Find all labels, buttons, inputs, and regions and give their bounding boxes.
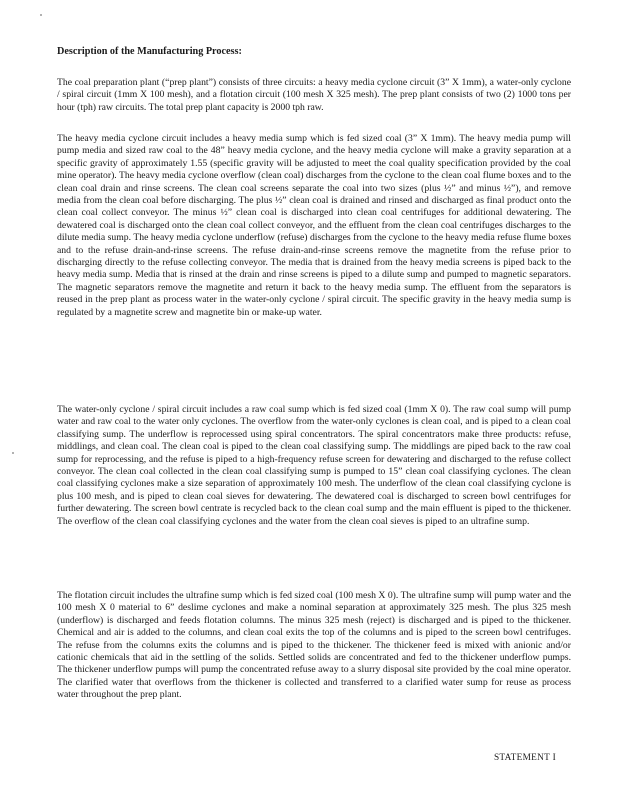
paragraph-overview: The coal preparation plant (“prep plant”) consists of three circuits: a heavy media cyclone circuit (3” X 1mm), a water-only cyclone / spiral circuit (1mm X 100 mesh), and a flotation circuit (100 mesh X 325 mesh). The prep plant consists of two (2) 1000 tons per hour (tph) raw circuits. The total prep plant capacity is 2000 tph raw. [57,77,571,113]
scan-speck [40,14,42,16]
paragraph-water-only-spiral-circuit: The water-only cyclone / spiral circuit includes a raw coal sump which is fed sized coal (1mm X 0). The raw coal sump will pump water and raw coal to the water only cyclones. The overflow from the water-only cyclones is clean coal, and is piped to a clean coal classifying sump. The underflow is reprocessed using spiral concentrators. The spiral concentrators make three products: refuse, middlings, and clean coal. The clean coal is piped to the clean coal classifying sump. The middlings are piped back to the raw coal sump for reprocessing, and the refuse is piped to a high-frequency refuse screen for dewatering and discharged to the refuse collect conveyor. The clean coal collected in the clean coal classifying sump is pumped to 15” clean coal classifying cyclones. The clean coal classifying cyclones make a size separation of approximately 100 mesh. The underflow of the clean coal classifying cyclone is plus 100 mesh, and is piped to clean coal sieves for dewatering. The dewatered coal is discharged to screen bowl centrifuges for further dewatering. The screen bowl centrate is recycled back to the clean coal sump and the main effluent is piped to the thickener. The overflow of the clean coal classifying cyclones and the water from the clean coal sieves is piped to an ultrafine sump. [57,404,571,527]
paragraph-flotation-circuit: The flotation circuit includes the ultrafine sump which is fed sized coal (100 mesh X 0). The ultrafine sump will pump water and the 100 mesh X 0 material to 6” deslime cyclones and make a nominal separation at approximately 325 mesh. The plus 325 mesh (underflow) is discharged and feeds flotation columns. The minus 325 mesh (reject) is discharged and is piped to the thickener. Chemical and air is added to the columns, and clean coal exits the top of the columns and is piped to the screen bowl centrifuges. The refuse from the columns exits the columns and is piped to the thickener. The thickener feed is mixed with anionic and/or cationic chemicals that aid in the settling of the solids. Settled solids are concentrated and fed to the thickener underflow pumps. The thickener underflow pumps will pump the concentrated refuse away to a slurry disposal site provided by the coal mine operator. The clarified water that overflows from the thickener is collected and transferred to a clarified water sump for reuse as process water throughout the prep plant. [57,590,571,701]
document-title: Description of the Manufacturing Process: [57,46,242,57]
statement-label: STATEMENT I [493,753,556,763]
paragraph-heavy-media-circuit: The heavy media cyclone circuit includes a heavy media sump which is fed sized coal (3” X 1mm). The heavy media pump will pump media and sized raw coal to the 48” heavy media cyclone, and the heavy media cyclone will make a gravity separation at a specific gravity of approximately 1.55 (specific gravity will be adjusted to meet the coal quality specification provided by the coal mine operator). The heavy media cyclone overflow (clean coal) discharges from the cyclone to the clean coal flume boxes and to the clean coal drain and rinse screens. The clean coal screens separate the coal into two sizes (plus ½” and minus ½”), and remove media from the clean coal before discharging. The plus ½” clean coal is drained and rinsed and discharged as final product onto the clean coal collect conveyor. The minus ½” clean coal is discharged into clean coal centrifuges for additional dewatering. The dewatered coal is discharged onto the clean coal collect conveyor, and the effluent from the clean coal centrifuges discharges to the dilute media sump. The heavy media cyclone underflow (refuse) discharges from the cyclone to the heavy media refuse flume boxes and to the refuse drain-and-rinse screens. The refuse drain-and-rinse screens remove the magnetite from the refuse prior to discharging directly to the refuse collecting conveyor. The media that is drained from the heavy media screens is piped back to the heavy media sump. Media that is rinsed at the drain and rinse screens is piped to a dilute sump and pumped to magnetic separators. The magnetic separators remove the magnetite and return it back to the heavy media sump. The effluent from the separators is reused in the prep plant as process water in the water-only cyclone / spiral circuit. The specific gravity in the heavy media sump is regulated by a magnetite screw and magnetite bin or make-up water. [57,133,571,318]
scan-speck [12,452,14,454]
